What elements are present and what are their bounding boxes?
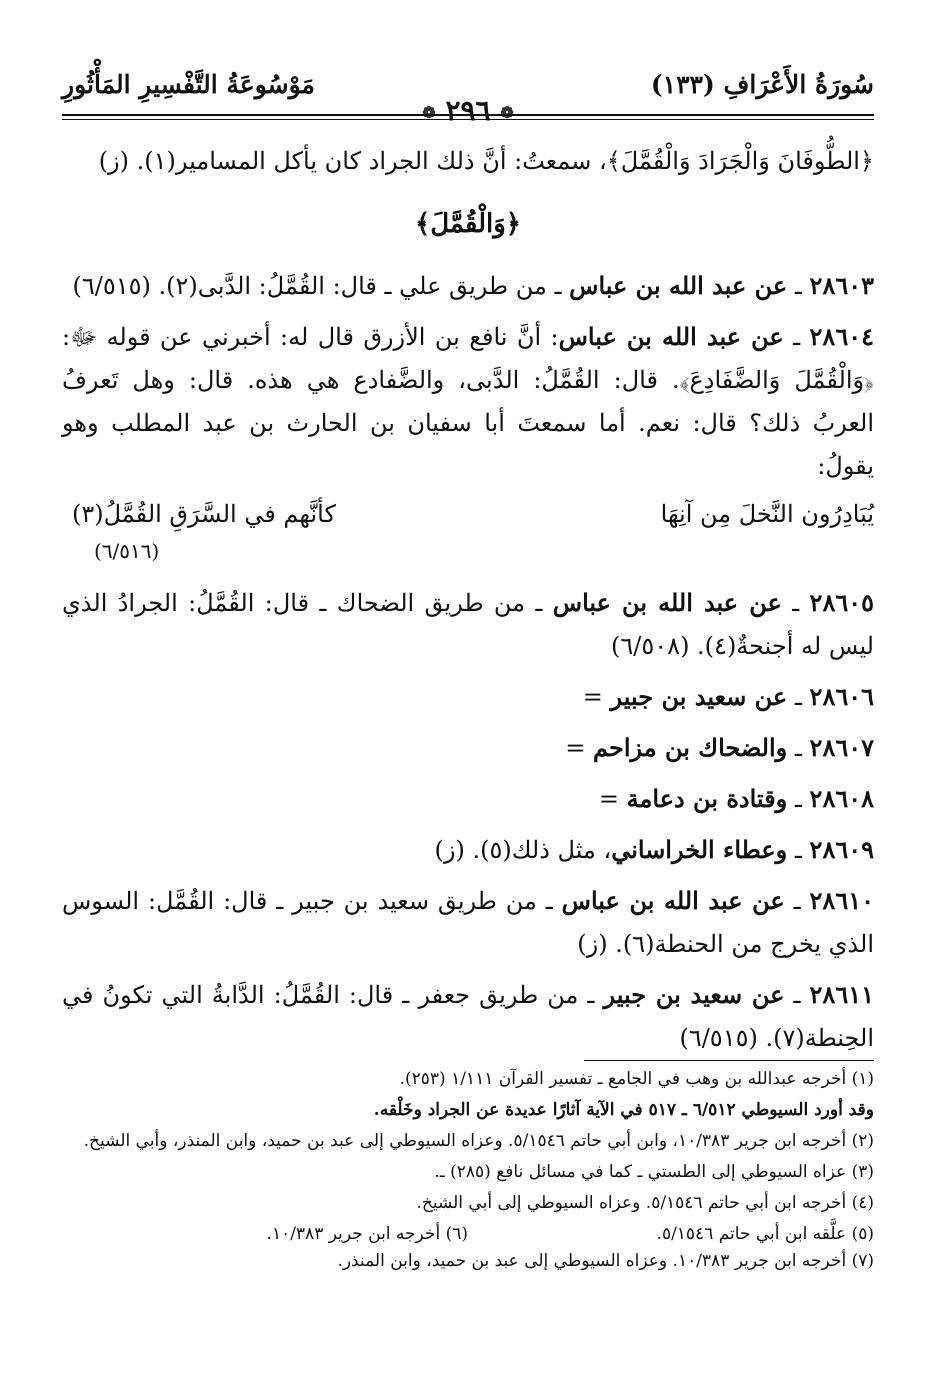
footnote: (٦) أخرجه ابن جرير ١٠/٣٨٣. [266,1224,468,1244]
entry-text: = [582,683,603,711]
footnote: (٤) أخرجه ابن أبي حاتم ٥/١٥٤٦. وعزاه السيوطي إلى أبي الشيخ. [416,1193,874,1213]
entry-text: ـ من طريق جعفر ـ قال: القُمَّلُ: الدَّابةُ التي تكونُ في الحِنطة(٧). (٦/٥١٥) [62,981,874,1052]
entry-number: ٢٨٦١٠ [809,886,874,915]
entry-number: ٢٨٦١١ [809,980,874,1009]
narrator: عن عبد الله بن عباس [558,322,784,351]
footnote-rule [584,1060,874,1061]
surah-title: سُورَةُ الأَعْرَافِ (١٣٣) [650,70,874,99]
entry-text: ـ من طريق علي ـ قال: القُمَّلُ: الدَّبى(٢). (٦/٥١٥) [72,272,562,300]
narrator: عن سعيد بن جبير [610,682,788,711]
narrator: والضحاك بن مزاحم [593,733,788,762]
entry-text: ـ من طريق سعيد بن جبير ـ قال: القُمَّل: السوس الذي يخرج من الحنطة(٦). (ز) [62,887,874,958]
entry-number: ٢٨٦٠٣ [809,271,874,300]
footnote: (١) أخرجه عبدالله بن وهب في الجامع ـ تفسير القرآن ١/١١١ (٢٥٣). [399,1069,874,1089]
entry-number: ٢٨٦٠٨ [809,784,874,813]
footnote: (٥) علَّقه ابن أبي حاتم ٥/١٥٤٦. [656,1224,874,1244]
poem-reference: (٦/٥١٦) [94,539,160,563]
narrator: عن سعيد بن جبير [603,980,785,1009]
entry: ٢٨٦١٠ ـ عن عبد الله بن عباس ـ من طريق سعيد بن جبير ـ قال: القُمَّل: السوس الذي يخرج من الحنطة(٦). (ز) [62,886,874,958]
narrator: وقتادة بن دعامة [626,784,788,813]
entry-text: ـ من طريق الضحاك ـ قال: القُمَّلُ: الجرادُ الذي ليس له أجنحةٌ(٤). (٦/٥٠٨) [62,589,874,660]
section-heading: ﴿وَالْقُمَّلَ﴾ [414,209,522,239]
footnote-note: وقد أورد السيوطي ٦/٥١٢ ـ ٥١٧ في الآية آثارًا عديدة عن الجراد وخَلْقه. [373,1100,874,1120]
entry: ٢٨٦٠٦ ـ عن سعيد بن جبير = [582,682,874,711]
entry: ٢٨٦٠٥ ـ عن عبد الله بن عباس ـ من طريق الضحاك ـ قال: القُمَّلُ: الجرادُ الذي ليس له أجنحةٌ(٤). (٦/٥٠٨) [62,588,874,660]
footnote: (٢) أخرجه ابن جرير ١٠/٣٨٣، وابن أبي حاتم ٥/١٥٤٦. وعزاه السيوطي إلى عبد بن حميد، وابن المنذر، وأبي الشيخ. [83,1131,874,1151]
entry-number: ٢٨٦٠٧ [809,733,874,762]
ornament-icon: ❁ [500,103,514,122]
page-number-block [62,94,874,127]
intro-line: ﴿الطُّوفَانَ وَالْجَرَادَ وَالْقُمَّلَ﴾، سمعتُ: أنَّ ذلك الجراد كان يأكل المسامير(١). (ز) [98,147,874,175]
hemistich-left: كأنَّهم في السَّرَقِ القُمَّلُ(٣) [72,500,336,528]
entry-text: = [598,785,620,813]
page-number: ٢٩٦ [445,94,491,127]
footnotes [62,1066,874,1279]
book-title: مَوْسُوعَةُ التَّفْسِيرِ المَأْثُورِ [62,70,315,99]
narrator: عن عبد الله بن عباس [561,886,785,915]
entry: ٢٨٦٠٩ ـ وعطاء الخراساني، مثل ذلك(٥). (ز) [434,835,874,864]
entry: ٢٨٦٠٧ ـ والضحاك بن مزاحم = [565,733,874,762]
footnote: (٣) عزاه السيوطي إلى الطستي ـ كما في مسائل نافع (٢٨٥) ـ. [434,1162,874,1182]
entry-text: = [565,734,586,762]
header-rule [62,114,874,120]
entry-number: ٢٨٦٠٤ [809,322,874,351]
entry-number: ٢٨٦٠٥ [809,588,874,617]
hemistich-right: يُبَادِرُون النَّخلَ مِن آنِهَا [660,500,874,528]
entry: ٢٨٦٠٤ ـ عن عبد الله بن عباس: أنَّ نافع بن الأزرق قال له: أخبرني عن قوله ﷻ: ﴿وَالْقُمَّلَ وَالضَّفَادِعَ﴾. قال: القُمَّلُ: الدَّبى، والضَّفادع هي هذه. قال: وهل تَعرفُ العربُ ذلك؟ قال: نعم. أما سمعتَ أبا سفيان بن الحارث بن عبد المطلب وهو يقولُ: [62,322,875,480]
entry: ٢٨٦١١ ـ عن سعيد بن جبير ـ من طريق جعفر ـ قال: القُمَّلُ: الدَّابةُ التي تكونُ في الحِنطة(٧). (٦/٥١٥) [62,980,874,1052]
entry: ٢٨٦٠٨ ـ وقتادة بن دعامة = [598,784,874,813]
main-text [62,140,874,1067]
ornament-icon: ❁ [422,103,436,122]
entry-number: ٢٨٦٠٦ [809,682,874,711]
footnote-pair [62,1221,874,1248]
narrator: وعطاء الخراساني [611,835,788,864]
entry: ٢٨٦٠٣ ـ عن عبد الله بن عباس ـ من طريق علي ـ قال: القُمَّلُ: الدَّبى(٢). (٦/٥١٥) [72,271,874,300]
narrator: عن عبد الله بن عباس [569,271,788,300]
entry-text: ، مثل ذلك(٥). (ز) [434,836,612,864]
narrator: عن عبد الله بن عباس [552,588,782,617]
entry-text: : أنَّ نافع بن الأزرق قال له: أخبرني عن قوله ﷻ: ﴿وَالْقُمَّلَ وَالضَّفَادِعَ﴾. قال: القُمَّلُ: الدَّبى، والضَّفادع هي هذه. قال: وهل تَعرفُ العربُ ذلك؟ قال: نعم. أما سمعتَ أبا سفيان بن الحارث بن عبد المطلب وهو يقولُ: [62,323,875,480]
entry-number: ٢٨٦٠٩ [809,835,874,864]
footnote: (٧) أخرجه ابن جرير ١٠/٣٨٣. وعزاه السيوطي إلى عبد بن حميد، وابن المنذر. [337,1251,874,1271]
book-page [62,0,874,1384]
